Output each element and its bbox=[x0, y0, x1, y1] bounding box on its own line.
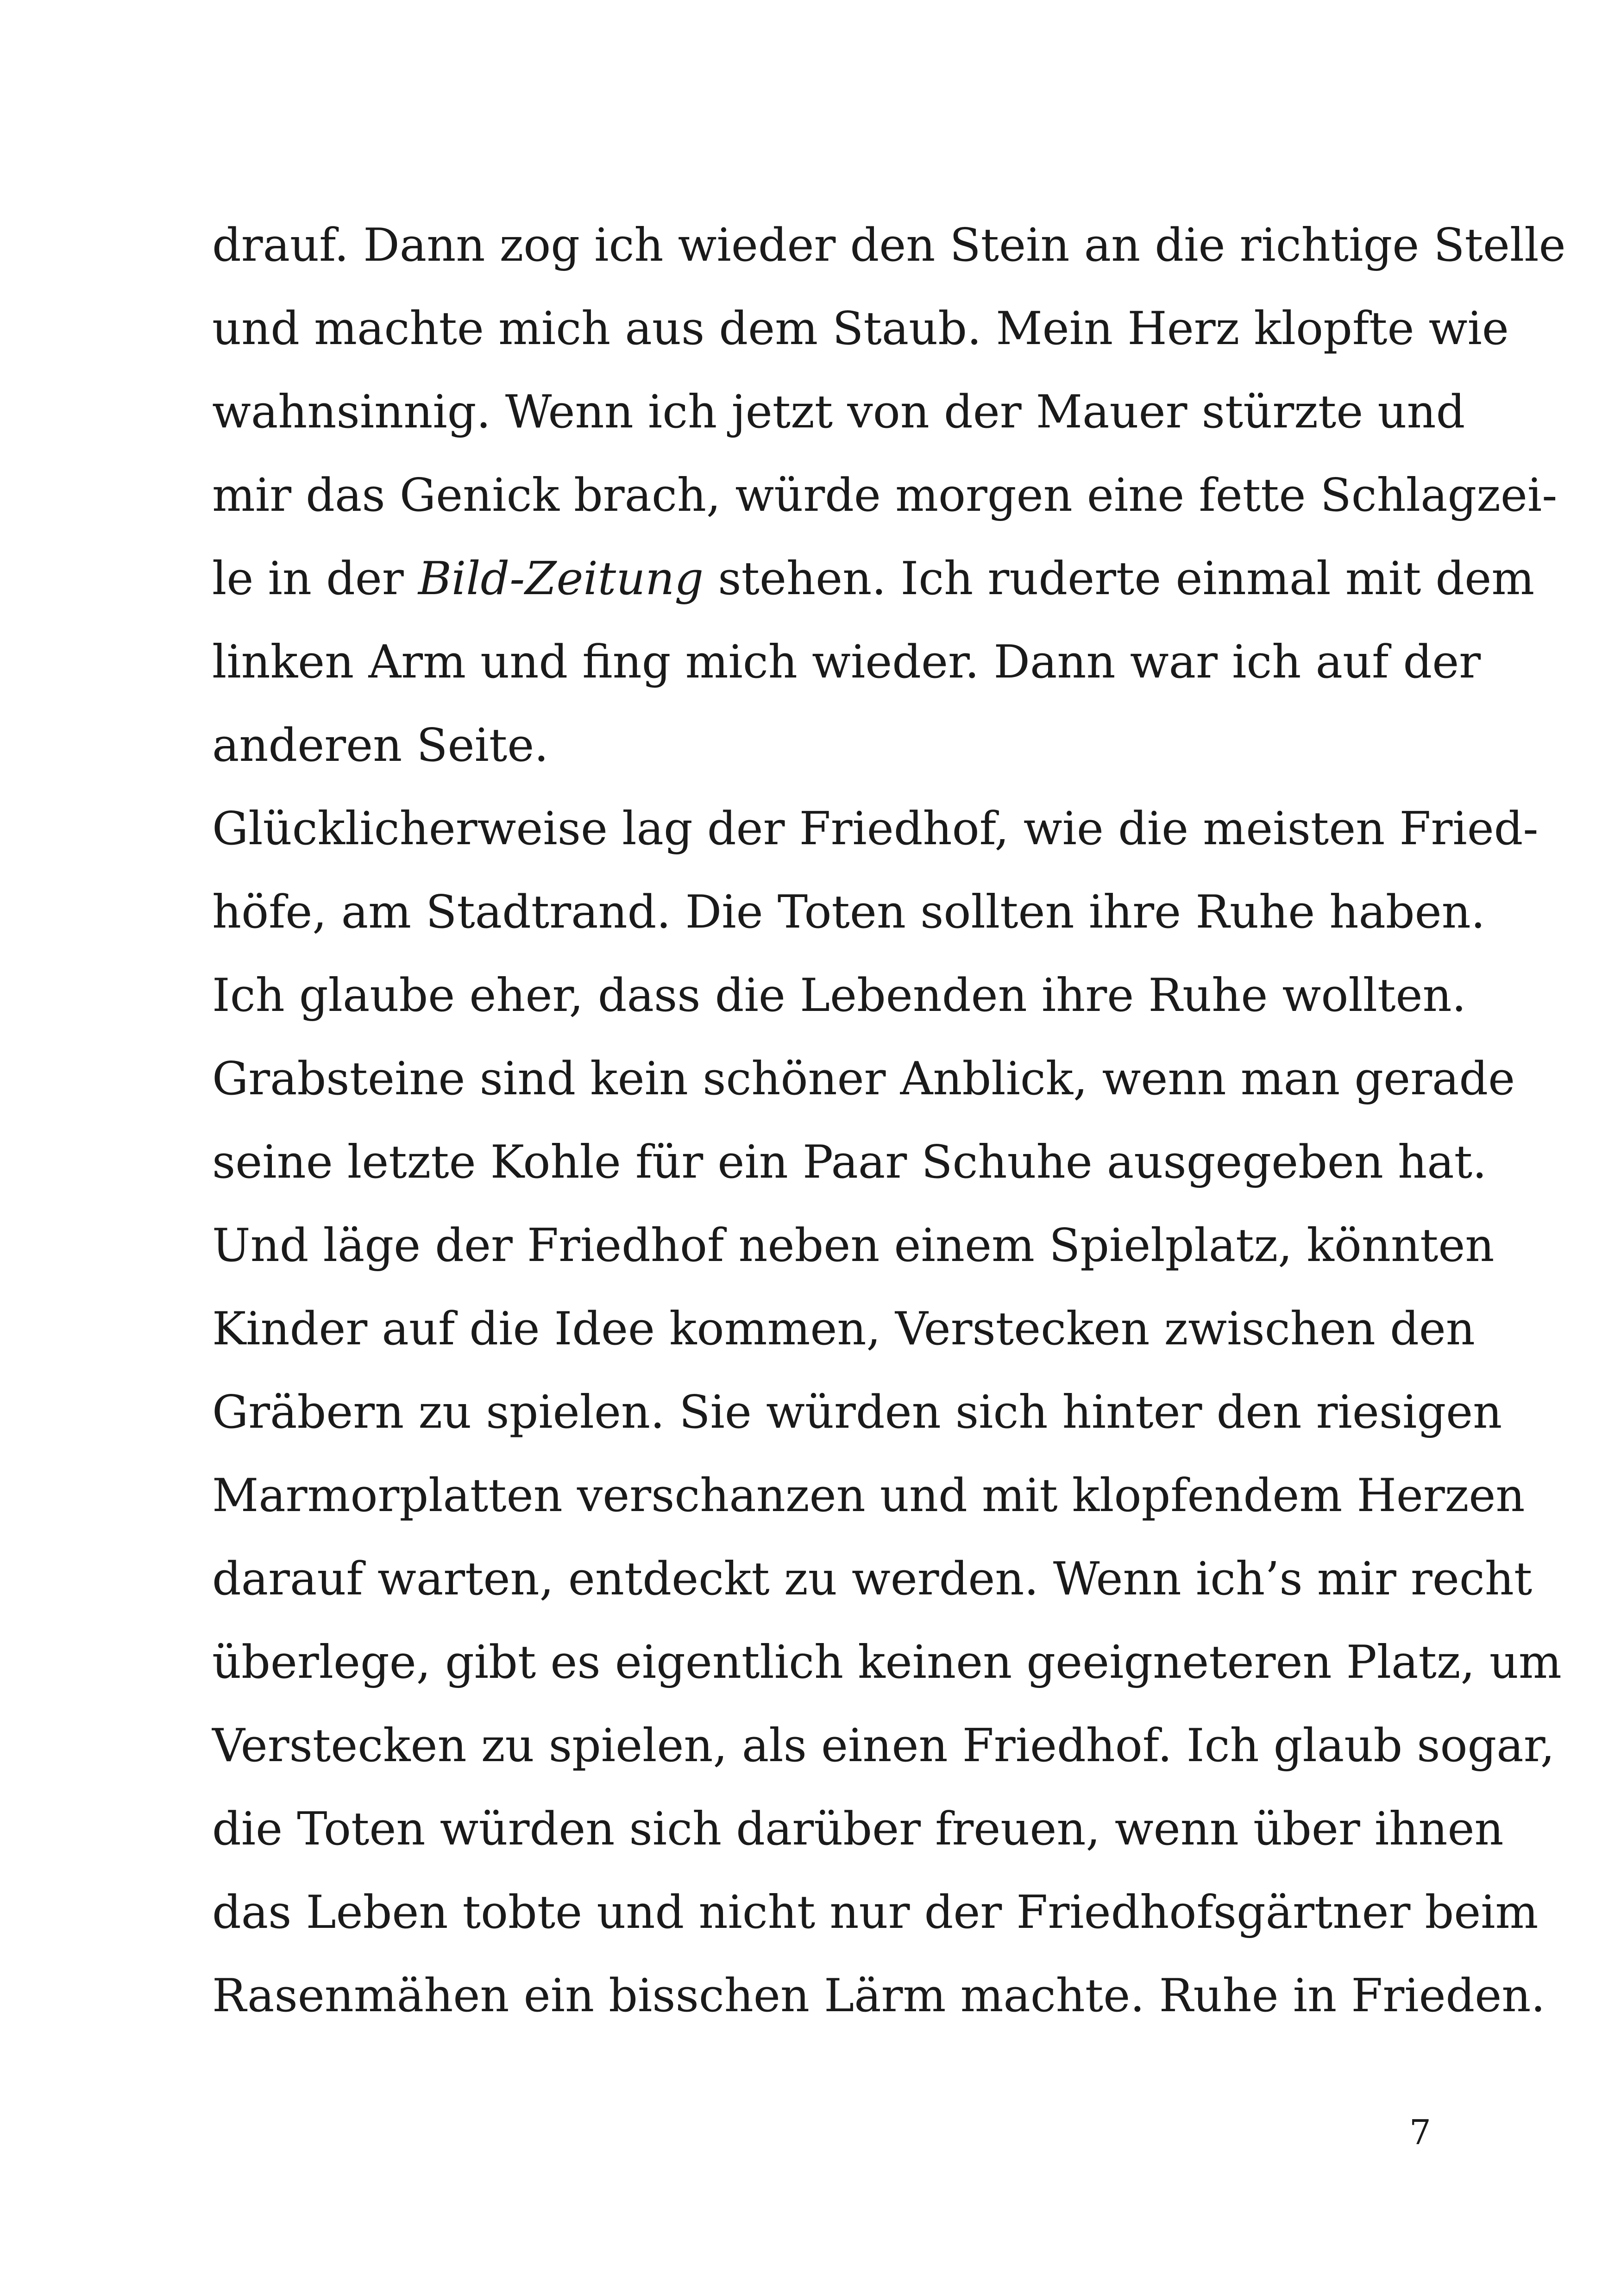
text-line: Glücklicherweise lag der Friedhof, wie die meisten Fried- bbox=[212, 803, 1539, 855]
text-segment: stehen. Ich ruderte einmal mit dem bbox=[704, 552, 1535, 605]
text-line: mir das Genick brach, würde morgen eine fette Schlagzei- bbox=[212, 469, 1558, 522]
body-text bbox=[212, 204, 1566, 2038]
page-number: 7 bbox=[1409, 2113, 1431, 2152]
text-segment: le in der bbox=[212, 552, 418, 605]
text-line: Gräbern zu spielen. Sie würden sich hinter den riesigen bbox=[212, 1386, 1502, 1439]
text-line: drauf. Dann zog ich wieder den Stein an die richtige Stelle bbox=[212, 219, 1566, 272]
text-line: Kinder auf die Idee kommen, Verstecken zwischen den bbox=[212, 1303, 1475, 1355]
text-line: Rasenmähen ein bisschen Lärm machte. Ruhe in Frieden. bbox=[212, 1970, 1546, 2022]
text-line: Ich glaube eher, dass die Lebenden ihre Ruhe wollten. bbox=[212, 969, 1466, 1022]
text-line: und machte mich aus dem Staub. Mein Herz klopfte wie bbox=[212, 302, 1509, 355]
text-line: Und läge der Friedhof neben einem Spielplatz, könnten bbox=[212, 1219, 1495, 1272]
text-line: höfe, am Stadtrand. Die Toten sollten ihre Ruhe haben. bbox=[212, 886, 1485, 939]
text-line: linken Arm und fing mich wieder. Dann war ich auf der bbox=[212, 636, 1481, 689]
newspaper-title: Bild-Zeitung bbox=[418, 552, 704, 605]
text-line: wahnsinnig. Wenn ich jetzt von der Mauer stürzte und bbox=[212, 386, 1465, 439]
text-line: anderen Seite. bbox=[212, 719, 549, 772]
text-line: darauf warten, entdeckt zu werden. Wenn ich’s mir recht bbox=[212, 1553, 1533, 1606]
text-line: das Leben tobte und nicht nur der Friedhofsgärtner beim bbox=[212, 1886, 1539, 1939]
text-line: Verstecken zu spielen, als einen Friedhof. Ich glaub sogar, bbox=[212, 1719, 1555, 1772]
text-line: die Toten würden sich darüber freuen, wenn über ihnen bbox=[212, 1803, 1504, 1856]
text-line: Marmorplatten verschanzen und mit klopfendem Herzen bbox=[212, 1469, 1525, 1522]
text-line: überlege, gibt es eigentlich keinen geeigneteren Platz, um bbox=[212, 1636, 1562, 1689]
text-line: seine letzte Kohle für ein Paar Schuhe ausgegeben hat. bbox=[212, 1136, 1487, 1189]
text-line: Grabsteine sind kein schöner Anblick, wenn man gerade bbox=[212, 1053, 1515, 1105]
text-line bbox=[212, 537, 1535, 621]
